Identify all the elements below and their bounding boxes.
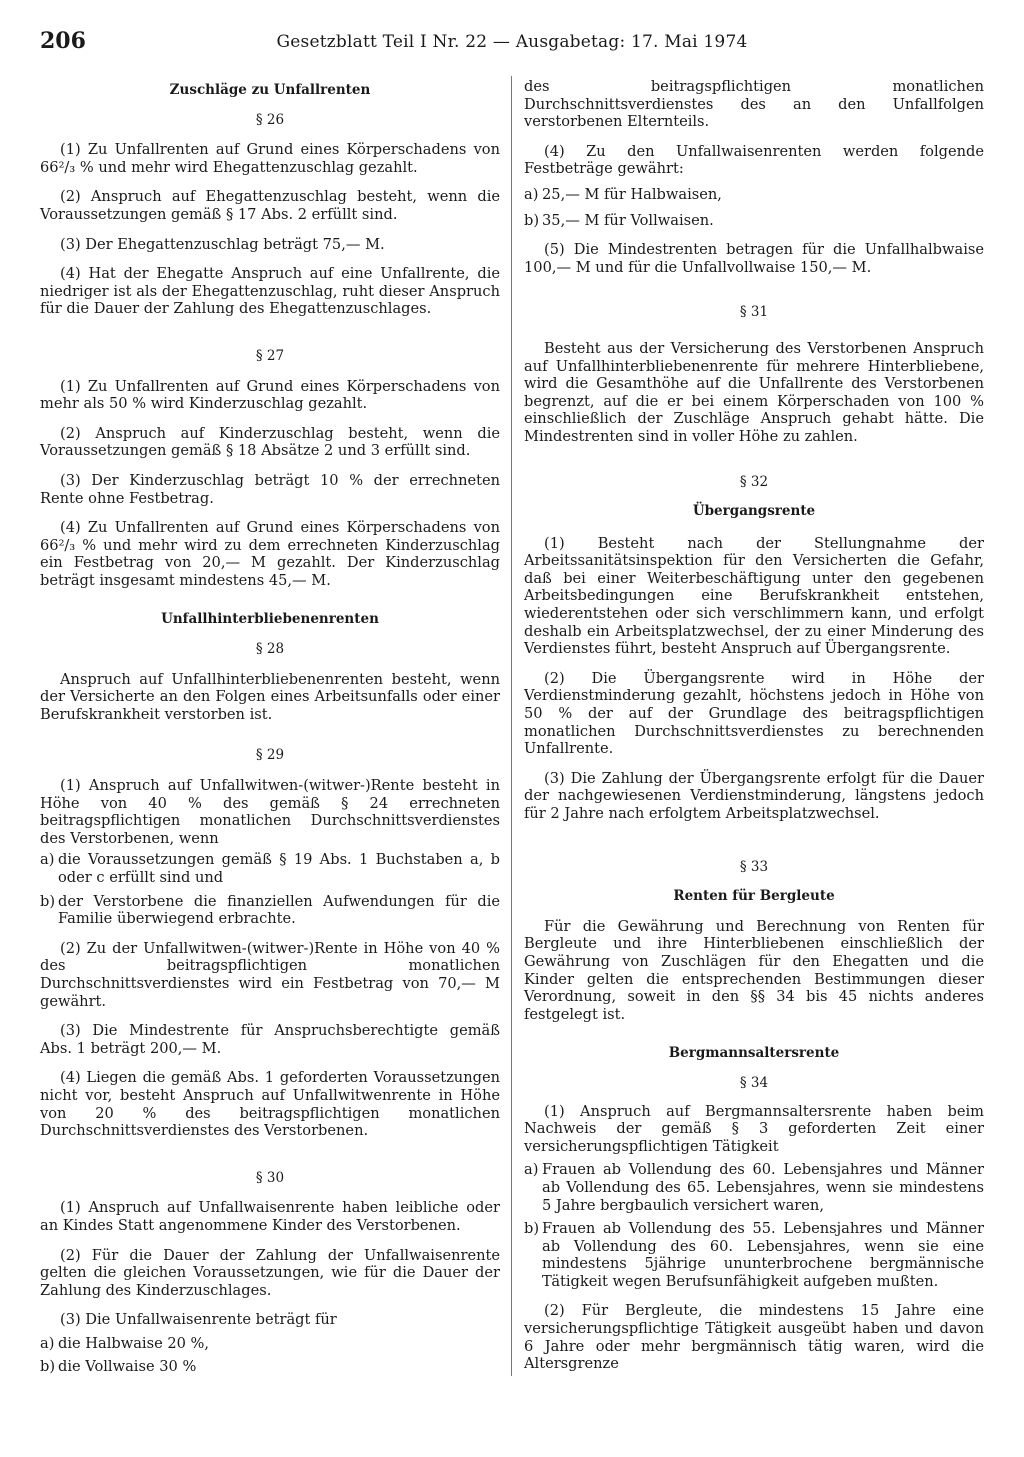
heading-renten-bergleute: Renten für Bergleute xyxy=(673,888,835,905)
right-column xyxy=(524,78,984,1373)
section-29: § 29 xyxy=(255,747,285,764)
paragraph-27-2: (2) Anspruch auf Kinderzuschlag besteht, wenn die Voraussetzungen gemäß § 18 Absätze 2 und 3 erfüllt sind. xyxy=(40,424,500,460)
section-32: § 32 xyxy=(739,473,769,490)
page-number: 206 xyxy=(40,28,86,54)
list-label: a) xyxy=(524,185,539,203)
heading-bergmannsaltersrente: Bergmannsaltersrente xyxy=(668,1045,840,1062)
continued-paragraph: des beitragspflichtigen monatlichen Durchschnittsverdienstes des an den Unfallfolgen verstorbenen Elternteils. xyxy=(524,78,984,131)
section-34: § 34 xyxy=(739,1074,769,1091)
paragraph-26-4: (4) Hat der Ehegatte Anspruch auf eine Unfallrente, die niedriger ist als der Ehegattenzuschlag, ruht dieser Anspruch für die Dauer der Zahlung des Ehegattenzuschlages. xyxy=(40,265,500,318)
paragraph-34-2: (2) Für Bergleute, die mindestens 15 Jahre eine versicherungspflichtige Tätigkeit ausgeübt haben und davon 6 Jahre oder mehr bergmännisch tätig waren, wird die Altersgrenze xyxy=(524,1302,984,1373)
paragraph-33: Für die Gewährung und Berechnung von Renten für Bergleute und ihre Hinterbliebenen einschließlich der Gewährung von Zuschlägen für den Ehegatten und die Kinder gelten die entsprechenden Bestimmungen dieser Verordnung, soweit in den §§ 34 bis 45 nichts anderes festgelegt ist. xyxy=(524,917,984,1023)
section-26: § 26 xyxy=(255,111,285,128)
paragraph-29-3: (3) Die Mindestrente für Anspruchsberechtigte gemäß Abs. 1 beträgt 200,— M. xyxy=(40,1022,500,1057)
running-title: Gesetzblatt Teil I Nr. 22 — Ausgabetag: 17. Mai 1974 xyxy=(276,32,748,52)
paragraph-32-1: (1) Besteht nach der Stellungnahme der Arbeitssanitätsinspektion für den Versicherten die Gefahr, daß bei einer Weiterbeschäftigung unter den gegebenen Arbeitsbedingungen eine Berufskrankheit entstehen, wiederentstehen oder sich verschlimmern kann, und erfolgt deshalb ein Arbeitsplatzwechsel, der zu einer Minderung des Verdienstes führt, besteht Anspruch auf Übergangsrente. xyxy=(524,534,984,658)
column-divider xyxy=(511,76,512,1376)
list-item-30-4b xyxy=(524,212,984,230)
list-label: b) xyxy=(40,892,56,910)
list-item-34-1a xyxy=(524,1161,984,1214)
list-text: die Halbwaise 20 %, xyxy=(58,1334,210,1352)
left-column xyxy=(40,78,500,1376)
paragraph-26-2: (2) Anspruch auf Ehegattenzuschlag besteht, wenn die Voraussetzungen gemäß § 17 Abs. 2 erfüllt sind. xyxy=(40,188,500,223)
list-text: Frauen ab Vollendung des 60. Lebensjahres und Männer ab Vollendung des 65. Lebensjahres, wenn sie mindestens 5 Jahre bergbaulich versichert waren, xyxy=(542,1161,984,1214)
paragraph-29-4: (4) Liegen die gemäß Abs. 1 geforderten Voraussetzungen nicht vor, besteht Anspruch auf Unfallwitwenrente in Höhe von 20 % des beitragspflichtigen monatlichen Durchschnittsverdienstes des Verstorbenen. xyxy=(40,1069,500,1140)
list-text: die Voraussetzungen gemäß § 19 Abs. 1 Buchstaben a, b oder c erfüllt sind und xyxy=(58,851,500,886)
section-28: § 28 xyxy=(255,641,285,658)
paragraph-30-5: (5) Die Mindestrenten betragen für die Unfallhalbwaise 100,— M und für die Unfallvollwaise 150,— M. xyxy=(524,241,984,276)
section-30: § 30 xyxy=(255,1169,285,1186)
list-label: b) xyxy=(524,211,540,229)
list-item-34-1b xyxy=(524,1220,984,1290)
section-27: § 27 xyxy=(255,347,285,364)
paragraph-32-2: (2) Die Übergangsrente wird in Höhe der Verdienstminderung gezahlt, höchstens jedoch in Höhe von 50 % der auf der Grundlage des beitragspflichtigen monatlichen Durchschnittsverdienstes zu berechnenden Unfallrente. xyxy=(524,669,984,758)
paragraph-27-4: (4) Zu Unfallrenten auf Grund eines Körperschadens von 66²/₃ % und mehr wird zu dem errechneten Kinderzuschlag ein Festbetrag von 20,— M gezahlt. Der Kinderzuschlag beträgt insgesamt mindestens 45,— M. xyxy=(40,519,500,589)
paragraph-31: Besteht aus der Versicherung des Verstorbenen Anspruch auf Unfallhinterbliebenenrente für mehrere Hinterbliebene, wird die Gesamthöhe auf die Unfallrente des Verstorbenen begrenzt, auf die er bei einem Körperschaden von 100 % einschließlich der Zuschläge Anspruch gehabt hätte. Die Mindestrenten sind in voller Höhe zu zahlen. xyxy=(524,339,984,445)
section-33: § 33 xyxy=(739,858,769,875)
heading-uebergangsrente: Übergangsrente xyxy=(692,503,816,520)
list-text: 25,— M für Halbwaisen, xyxy=(542,185,722,203)
paragraph-27-3: (3) Der Kinderzuschlag beträgt 10 % der errechneten Rente ohne Festbetrag. xyxy=(40,471,500,507)
list-text: Frauen ab Vollendung des 55. Lebensjahres und Männer ab Vollendung des 60. Lebensjahres, wenn sie eine mindestens 5jährige ununterbrochene bergmännische Tätigkeit wegen Berufsunfähigkeit aufgeben mußten. xyxy=(542,1220,984,1290)
list-text: die Vollwaise 30 % xyxy=(58,1358,197,1376)
paragraph-32-3: (3) Die Zahlung der Übergangsrente erfolgt für die Dauer der nachgewiesenen Verdienstminderung, längstens jedoch für 2 Jahre nach erfolgtem Arbeitsplatzwechsel. xyxy=(524,769,984,822)
heading-zuschlaege: Zuschläge zu Unfallrenten xyxy=(169,82,371,98)
list-item-29-1b xyxy=(40,893,500,928)
list-item-29-1a xyxy=(40,851,500,886)
heading-hinterbliebenenrenten: Unfallhinterbliebenenrenten xyxy=(161,611,379,628)
list-label: a) xyxy=(524,1161,539,1179)
list-label: b) xyxy=(524,1220,540,1238)
page-header xyxy=(40,28,984,58)
list-label: a) xyxy=(40,851,55,869)
paragraph-29-2: (2) Zu der Unfallwitwen-(witwer-)Rente in Höhe von 40 % des beitragspflichtigen monatlichen Durchschnittsverdienstes wird ein Festbetrag von 70,— M gewährt. xyxy=(40,939,500,1010)
section-31: § 31 xyxy=(739,304,769,321)
paragraph-29-1: (1) Anspruch auf Unfallwitwen-(witwer-)Rente besteht in Höhe von 40 % des gemäß § 24 errechneten beitragspflichtigen monatlichen Durchschnittsverdienstes des Verstorbenen, wenn xyxy=(40,777,500,847)
list-item-30-4a xyxy=(524,186,984,204)
list-text: der Verstorbene die finanziellen Aufwendungen für die Familie überwiegend erbrachte. xyxy=(58,892,500,928)
list-label: b) xyxy=(40,1358,56,1376)
paragraph-26-1: (1) Zu Unfallrenten auf Grund eines Körperschadens von 66²/₃ % und mehr wird Ehegattenzuschlag gezahlt. xyxy=(40,141,500,176)
list-text: 35,— M für Vollwaisen. xyxy=(542,211,714,229)
list-item-30-3a xyxy=(40,1335,500,1353)
paragraph-30-4: (4) Zu den Unfallwaisenrenten werden folgende Festbeträge gewährt: xyxy=(524,142,984,178)
list-item-30-3b xyxy=(40,1358,500,1376)
paragraph-26-3: (3) Der Ehegattenzuschlag beträgt 75,— M. xyxy=(60,235,385,253)
paragraph-30-2: (2) Für die Dauer der Zahlung der Unfallwaisenrente gelten die gleichen Voraussetzungen, wie für die Dauer der Zahlung des Kinderzuschlages. xyxy=(40,1246,500,1299)
paragraph-34-1: (1) Anspruch auf Bergmannsaltersrente haben beim Nachweis der gemäß § 3 geforderten Zeit einer versicherungspflichtigen Tätigkeit xyxy=(524,1102,984,1155)
paragraph-27-1: (1) Zu Unfallrenten auf Grund eines Körperschadens von mehr als 50 % wird Kinderzuschlag gezahlt. xyxy=(40,377,500,413)
paragraph-30-1: (1) Anspruch auf Unfallwaisenrente haben leibliche oder an Kindes Statt angenommene Kinder des Verstorbenen. xyxy=(40,1199,500,1234)
paragraph-30-3: (3) Die Unfallwaisenrente beträgt für xyxy=(60,1311,337,1329)
list-label: a) xyxy=(40,1334,55,1352)
paragraph-28: Anspruch auf Unfallhinterbliebenenrenten besteht, wenn der Versicherte an den Folgen eines Arbeitsunfalls oder einer Berufskrankheit verstorben ist. xyxy=(40,670,500,723)
